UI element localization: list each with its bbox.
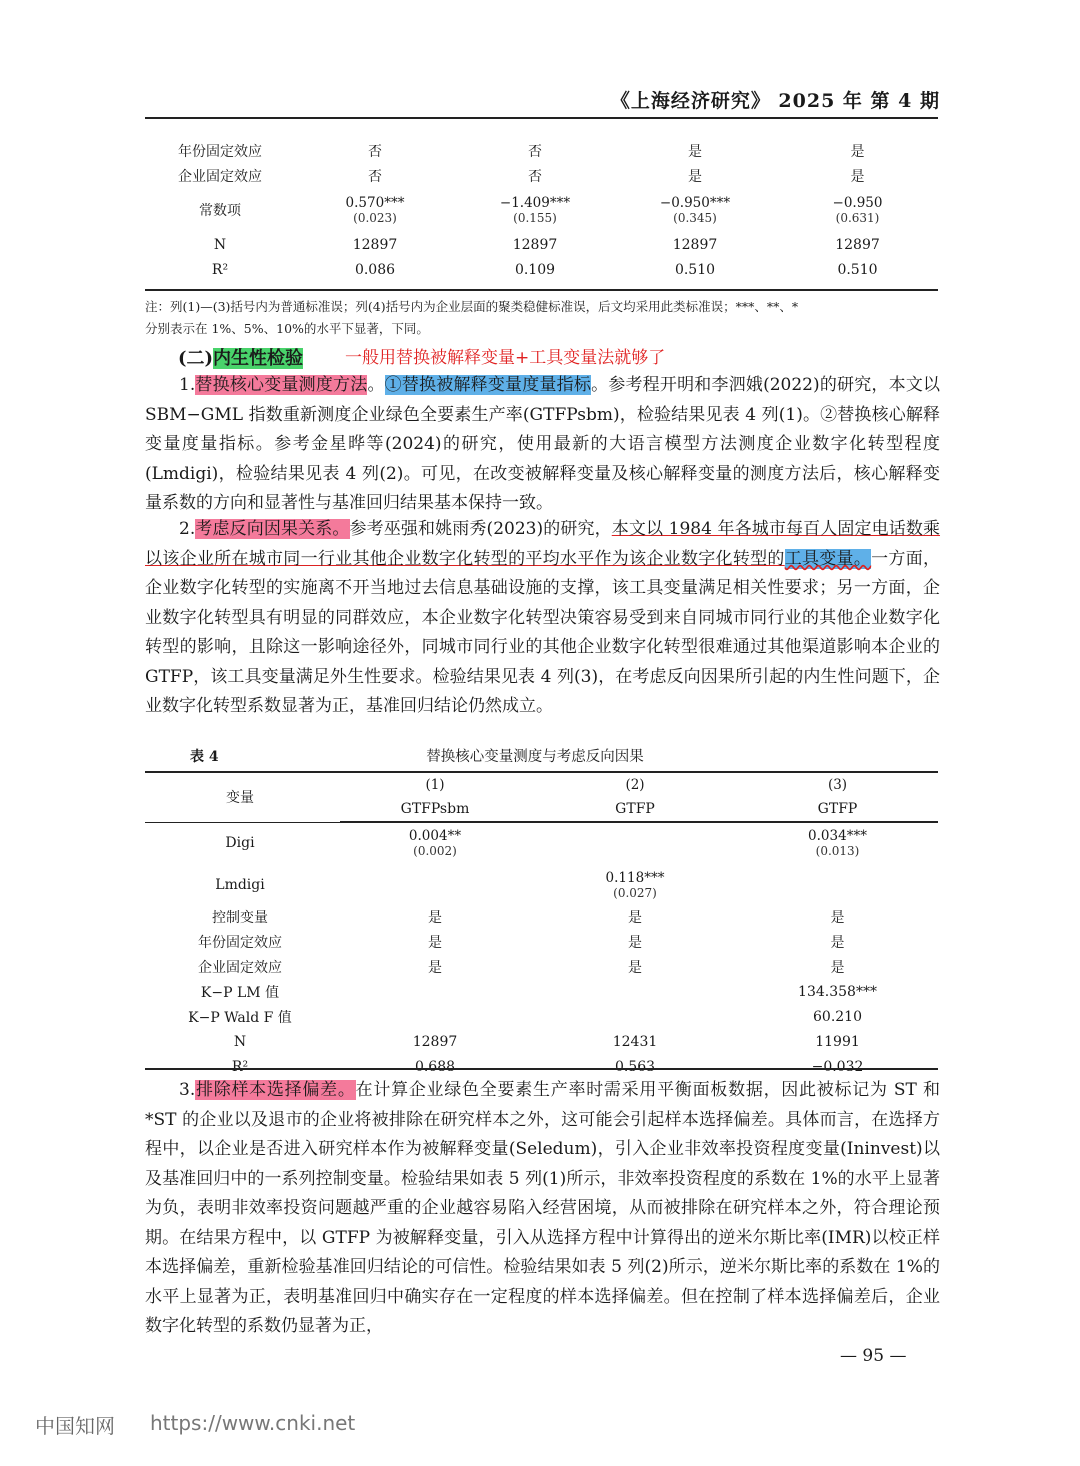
table-row: Lmdigi 0.118*** (0.027) — [215, 869, 665, 900]
paragraph-2: 2.考虑反向因果关系。参考巫强和姚雨秀(2023)的研究，本文以 1984 年各城市每百人固定电话数乘以该企业所在城市同一行业其他企业数字化转型的平均水平作为该企业数字化转型的工具变量。一方面，企业数字化转型的实施离不开当地过去信息基础设施的支撑，该工具变量满足相关性要求；另一方面，企业数字化转型具有明显的同群效应，本企业数字化转型决策容易受到来自同城市同行业的其他企业数字化转型的影响，且除这一影响途径外，同城市同行业的其他企业数字化转型很难通过其他渠道影响本企业的 GTFP，该工具变量满足外生性要求。检验结果见表 4 列(3)，在考虑反向因果所引起的内生性问题下，企业数字化转型系数显著为正，基准回归结论仍然成立。 — [145, 519, 941, 716]
table-bottom-rule — [145, 289, 938, 291]
table4-top-rule — [145, 771, 938, 773]
table-row: 控制变量 是 是 是 — [212, 909, 845, 926]
page-number: — 95 — — [840, 1346, 907, 1366]
table-row: 企业固定效应 否 否 是 是 — [178, 168, 865, 185]
section-heading: (二)内生性检验 — [178, 348, 304, 369]
cnki-url: https://www.cnki.net — [150, 1411, 356, 1435]
table-row: N 12897 12431 11991 — [233, 1033, 860, 1050]
handwritten-annotation: 一般用替换被解释变量+工具变量法就够了 — [345, 348, 666, 368]
table-4 — [145, 774, 940, 1079]
table-row: 年份固定效应 否 否 是 是 — [178, 143, 865, 160]
regression-table-continued — [145, 138, 940, 282]
table-row: 企业固定效应 是 是 是 — [198, 959, 845, 976]
table-row: K−P Wald F 值 60.210 — [188, 1008, 862, 1026]
table-header-row: 变量 (1) GTFPsbm (2) GTFP (3) GTFP — [226, 777, 858, 817]
table-row: Digi 0.004** (0.002) 0.034*** (0.013) — [225, 827, 867, 858]
table-row: K−P LM 值 134.358*** — [200, 983, 877, 1001]
table-row: R² 0.086 0.109 0.510 0.510 — [211, 261, 878, 278]
table4-header-rule-full — [145, 822, 938, 823]
journal-header: 《上海经济研究》 2025 年 第 4 期 — [610, 90, 940, 112]
table-row: N 12897 12897 12897 12897 — [213, 236, 880, 253]
table-row: 年份固定效应 是 是 是 — [198, 934, 845, 951]
header-rule — [145, 117, 938, 119]
table4-bottom-rule — [145, 1068, 938, 1070]
paragraph-1: 1.替换核心变量测度方法。①替换被解释变量度量指标。参考程开明和李泗娥(2022)的研究，本文以 SBM−GML 指数重新测度企业绿色全要素生产率(GTFPsbm)，检验结果见表 4 列(1)。②替换核心解释变量度量指标。参考金星晔等(2024)的研究，使用最新的大语言模型方法测度企业数字化转型程度(Lmdigi)，检验结果见表 4 列(2)。可见，在改变被解释变量及核心解释变量的测度方法后，核心解释变量系数的方向和显著性与基准回归结果基本保持一致。 — [145, 375, 941, 513]
table-row: R² 0.688 0.563 −0.032 — [231, 1058, 864, 1075]
paragraph-3: 3.排除样本选择偏差。在计算企业绿色全要素生产率时需采用平衡面板数据，因此被标记为 ST 和 *ST 的企业以及退市的企业将被排除在研究样本之外，这可能会引起样本选择偏差。具体而言，在选择方程中，以企业是否进入研究样本作为被解释变量(Seledum)，引入企业非效率投资程度变量(Ininvest)以及基准回归中的一系列控制变量。检验结果如表 5 列(1)所示，非效率投资程度的系数在 1%的水平上显著为负，表明非效率投资问题越严重的企业越容易陷入经营困境，从而被排除在研究样本之外，符合理论预期。在结果方程中，以 GTFP 为被解释变量，引入从选择方程中计算得出的逆米尔斯比率(IMR)以校正样本选择偏差，重新检验基准回归结论的可信性。检验结果如表 5 列(2)所示，逆米尔斯比率的系数在 1%的水平上显著为正，表明基准回归中确实存在一定程度的样本选择偏差。但在控制了样本选择偏差后，企业数字化转型的系数仍显著为正， — [145, 1080, 940, 1336]
cnki-watermark: 中国知网 — [35, 1414, 115, 1438]
table-label: 表 4 — [190, 749, 219, 765]
table-title: 替换核心变量测度与考虑反向因果 — [426, 749, 644, 765]
table-row: 常数项 0.570*** (0.023) −1.409*** (0.155) −0.950*** (0.345) −0.950 (0.631) — [199, 194, 883, 225]
table-note: 注：列(1)—(3)括号内为普通标准误；列(4)括号内为企业层面的聚类稳健标准误，后文均采用此类标准误；***、**、* 分别表示在 1%、5%、10%的水平下显著，下同。 — [145, 299, 799, 336]
